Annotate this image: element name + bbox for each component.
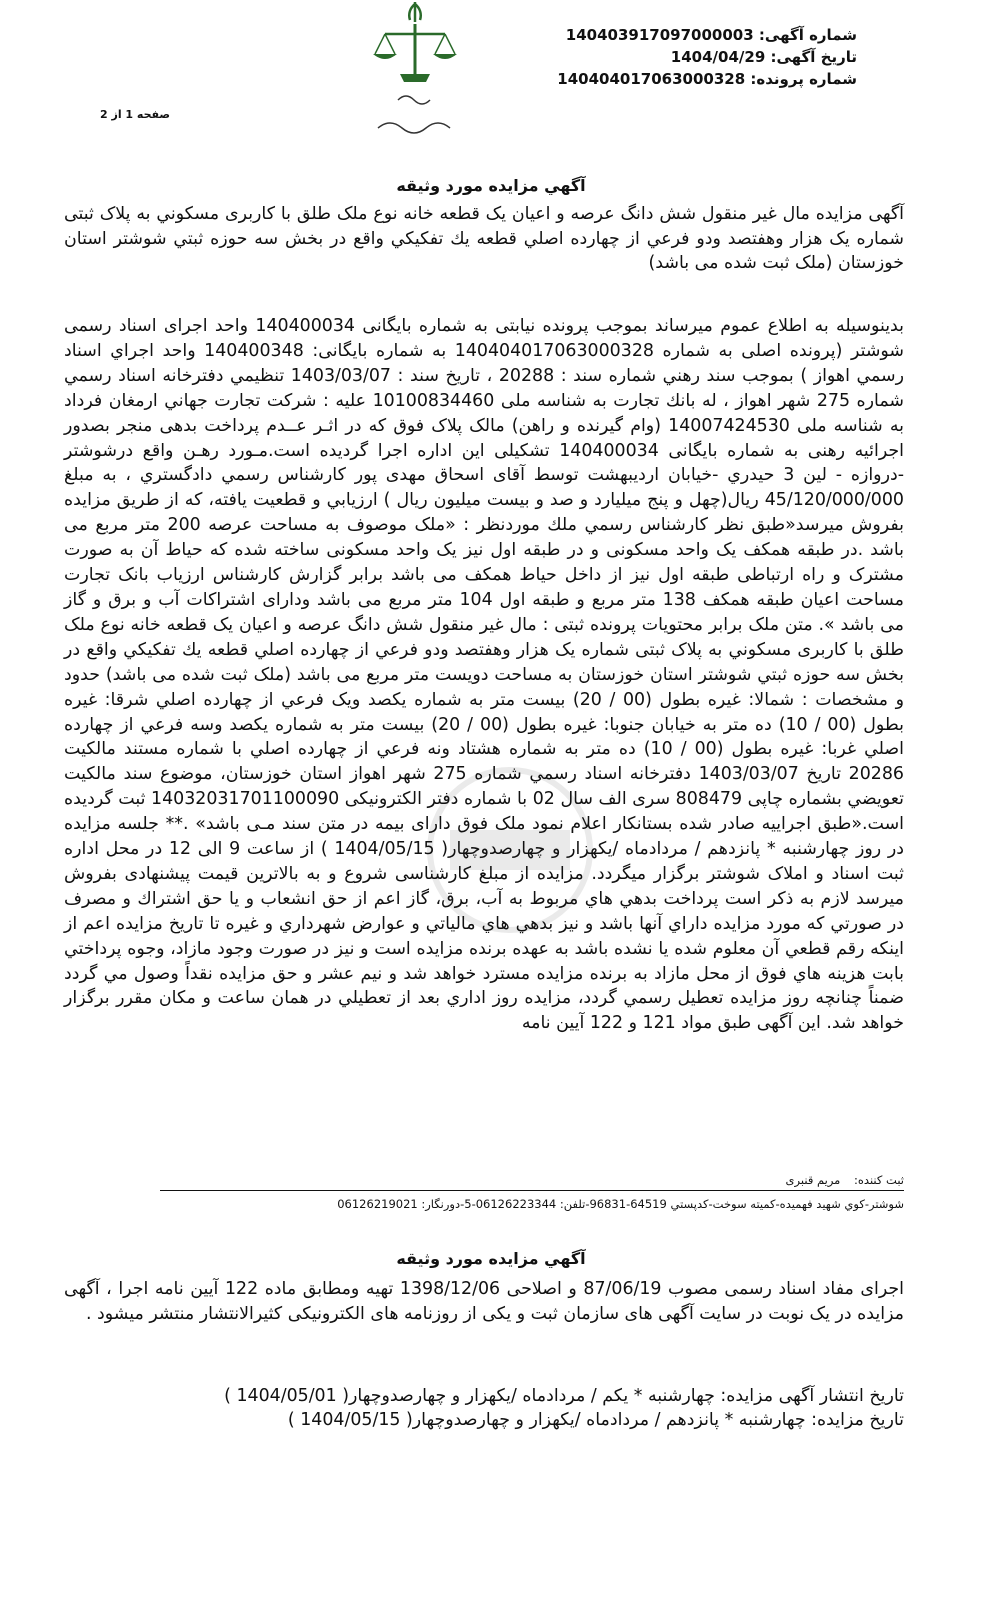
page-indicator: صفحه 1 از 2 — [100, 108, 171, 121]
judiciary-emblem-icon — [360, 0, 470, 145]
office-address: شوشتر-كوي شهيد فهميده-كميته سوخت-كدپستي 64519-96831-تلفن: 06126223344-5-دورنگار: 06126219021 — [337, 1197, 904, 1211]
notice-number-label: شماره آگهی: — [758, 26, 857, 44]
case-number: 140404017063000328 — [557, 70, 746, 88]
notice-number-row — [527, 24, 857, 46]
notice-date-row — [527, 46, 857, 68]
case-number-label: شماره پرونده: — [750, 70, 857, 88]
notice-meta — [527, 24, 857, 90]
notice-date: 1404/04/29 — [670, 48, 766, 66]
section2-title: آگهي مزايده مورد وثيقه — [396, 1249, 586, 1268]
notice-body: بدینوسیله به اطلاع عموم میرساند بموجب پرونده نیابتی به شماره بایگانی 140400034 واحد اجرای اسناد رسمی شوشتر (پرونده اصلی به شماره 140404017063000328 به شماره بایگانی: 140400348 واحد اجراي اسناد رسمي اهواز ) بموجب سند رهني شماره سند : 20288 ، تاريخ سند : 1403/03/07 تنظيمي دفترخانه اسناد رسمي شماره 275 شهر اهواز ، له بانك تجارت به شناسه ملی 10100834460 علیه : شركت تجارت جهاني ارمغان فرداد به شناسه ملی 14007424530 (وام گیرنده و راهن) مالک پلاک فوق که در اثـر عــدم پرداخت بدهی منجر بصدور اجرائیه رهنی به شماره بایگانی 140400034 تشکیلی این اداره اجرا گردیده است.مـورد رهـن واقع درشوشتر -دروازه - لين 3 حيدري -خيابان ارديبهشت توسط آقای اسحاق مهدی پور كارشناس رسمي دادگستري ، به مبلغ 45/120/000/000 ريال(چهل و پنج ميليارد و صد و بيست ميليون ريال ) ارزيابي و قطعيت يافته، که از طریق مزایده بفروش میرسد«طبق نظر كارشناس رسمي ملك موردنظر : «ملک موصوف به مساحت عرصه 200 متر مربع می باشد .در طبقه همکف یک واحد مسکونی و در طبقه اول نیز یک واحد مسکونی ساخته شده که حیاط آن به صورت مشترک و راه ارتباطی طبقه اول نیز از داخل حیاط همکف می باشد برابر گزارش کارشناس ارزیاب بانک تجارت مساحت اعیان طبقه همکف 138 متر مربع و طبقه اول 104 متر مربع می باشد ودارای اشتراکات آب و برق و گاز می باشد ». متن ملک برابر محتویات پرونده ثبتی : مال غیر منقول شش دانگ عرصه و اعیان یک قطعه خانه نوع ملک طلق با کاربری مسكوني به پلاک ثبتی شماره یک هزار وهفتصد ودو فرعي از چهارده اصلي قطعه يك تفكيكي واقع در بخش سه حوزه ثبتي شوشتر استان خوزستان به مساحت دویست متر مربع می باشد (ملک ثبت شده می باشد) حدود و مشخصات : شمالا: غيره بطول (00 / 20) بیست متر به شماره یکصد ویک فرعي از چهارده اصلي شرقا: غيره بطول (00 / 10) ده متر به خيابان جنوبا: غيره بطول (00 / 20) بیست متر به شماره یکصد وسه فرعي از چهارده اصلي غربا: غيره بطول (00 / 10) ده متر به شماره هشتاد ونه فرعي از چهارده اصلي با شماره مستند مالكيت 20286 تاریخ 1403/03/07 دفترخانه اسناد رسمي شماره 275 شهر اهواز استان خوزستان، موضوع سند مالکیت تعویضي بشماره چاپی 808479 سری الف سال 02 با شماره دفتر الکترونیکی 14032031701100090 ثبت گردیده است.«طبق اجراییه صادر شده بستانکار اعلام نمود ملک فوق دارای بیمه در متن سند مـی باشد» .** جلسه مزايده در روز چهارشنبه * پانزدهم / مردادماه /یکهزار و چهارصدوچهار( 1404/05/15 ) از ساعت 9 الی 12 در محل اداره ثبت اسناد و املاک شوشتر برگزار میگردد. مزایده از مبلغ کارشناسی شروع و به بالاترین قیمت پیشنهادی بفروش میرسد لازم به ذکر است پرداخت بدهي هاي مربوط به آب، برق، گاز اعم از حق انشعاب و يا حق اشتراك و مصرف در صورتي كه مورد مزايده داراي آنها باشد و نيز بدهي هاي مالياتي و عوارض شهرداري و غيره تا تاريخ مزايده اعم از اينكه رقم قطعي آن معلوم شده يا نشده باشد به عهده برنده مزايده است و نيز در صورت وجود مازاد، وجوه پرداختي بابت هزينه هاي فوق از محل مازاد به برنده مزايده مسترد خواهد شد و نيم عشر و حق مزايده نقداً وصول مي گردد ضمناً چنانچه روز مزايده تعطيل رسمي گردد، مزايده روز اداري بعد از تعطيلي در همان ساعت و مكان مقرر برگزار خواهد شد. این آگهی طبق مواد 121 و 122 آیین نامه — [64, 316, 905, 1034]
signer-label: ثبت کننده: — [854, 1173, 904, 1187]
notice-subtitle: آگهی مزایده مال غیر منقول شش دانگ عرصه و اعیان یک قطعه خانه نوع ملک طلق با کاربری مسكوني به پلاک ثبتی شماره یک هزار وهفتصد ودو فرعي از چهارده اصلي قطعه يك تفكيكي واقع در بخش سه حوزه ثبتي شوشتر استان خوزستان (ملک ثبت شده می باشد) — [64, 204, 904, 274]
notice-title: آگهي مزايده مورد وثيقه — [396, 176, 586, 195]
case-number-row — [527, 68, 857, 90]
notice-date-label: تاریخ آگهی: — [770, 48, 857, 66]
section2-body: اجرای مفاد اسناد رسمی مصوب 87/06/19 و اصلاحی 1398/12/06 تهیه ومطابق ماده 122 آیین نامه اجرا ، آگهی مزایده در یک نوبت در سایت آگهی های سازمان ثبت و یکی از روزنامه های الکترونیکی کثیرالانتشار منتشر میشود . — [64, 1279, 904, 1324]
signer-name: مریم قنبری — [785, 1173, 841, 1187]
publish-date-line: تاریخ انتشار آگهی مزایده: چهارشنبه * یکم / مردادماه /یکهزار و چهارصدوچهار( 1404/05/01 ) — [224, 1386, 904, 1406]
notice-number: 140403917097000003 — [565, 26, 754, 44]
signer-row — [64, 1172, 904, 1188]
dates-block — [64, 1384, 904, 1432]
divider — [160, 1190, 904, 1191]
auction-date-line: تاریخ مزایده: چهارشنبه * پانزدهم / مردادماه /یکهزار و چهارصدوچهار( 1404/05/15 ) — [287, 1410, 904, 1430]
